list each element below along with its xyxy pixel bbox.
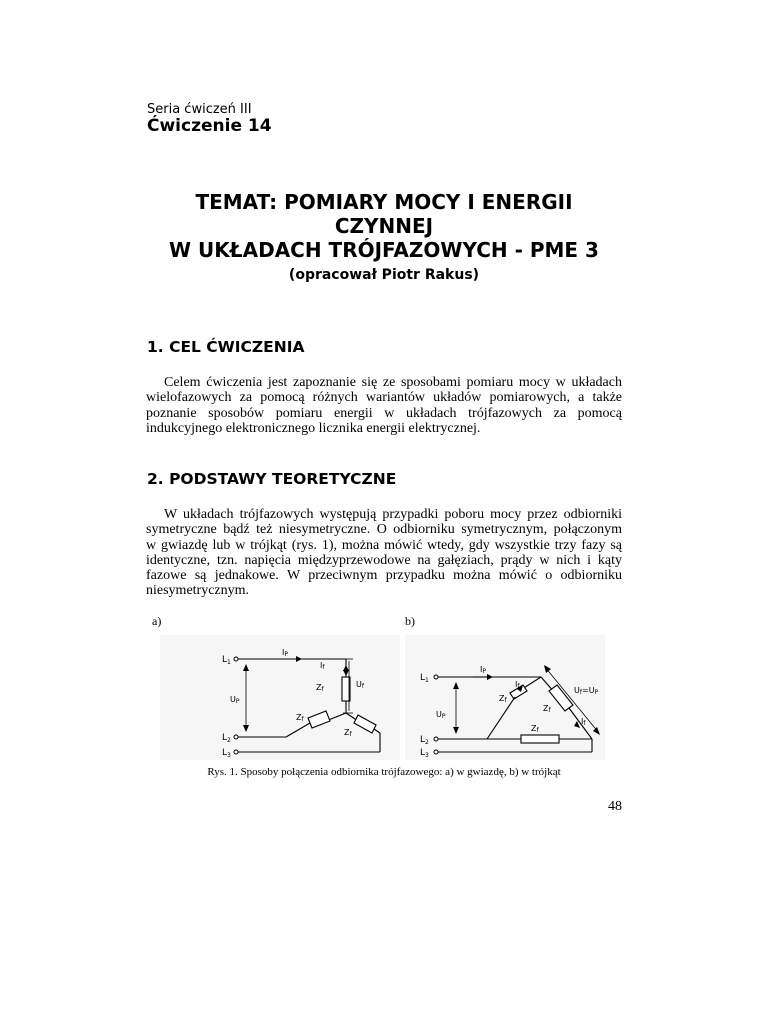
delta-l2-label: $L_2$ <box>420 735 429 746</box>
section-2-paragraph <box>146 507 622 599</box>
paragraph-line: poznanie sposobów pomiaru energii w układach trójfazowych za pomocą <box>146 405 622 421</box>
star-connection-diagram <box>160 635 400 760</box>
delta-uf-up-label: Uf=UP <box>574 686 599 696</box>
paragraph-line: identyczne, tzn. napięcia międzyprzewodowe na gałęziach, prądy w nich i kąty <box>146 552 622 568</box>
paragraph-line: symetryczne bądź też niesymetryczne. O odbiorniku symetrycznym, połączonym <box>146 522 622 538</box>
document-title <box>147 190 621 262</box>
figure-caption: Rys. 1. Sposoby połączenia odbiornika trójfazowego: a) w gwiazdę, b) w trójkąt <box>207 766 561 778</box>
title-line-3: W UKŁADACH TRÓJFAZOWYCH - PME 3 <box>169 238 599 262</box>
delta-l1-label: $L_1$ <box>420 673 429 684</box>
section-2-heading: 2. PODSTAWY TEORETYCZNE <box>147 470 397 488</box>
delta-up-label: UP <box>436 710 446 720</box>
star-l2-label: $L_2$ <box>222 733 231 744</box>
delta-z3-label: Zf <box>531 724 539 734</box>
delta-z2-label: Zf <box>543 704 551 714</box>
paragraph-line: indukcyjnego elektronicznego licznika energii elektrycznej. <box>146 420 481 436</box>
series-label: Seria ćwiczeń III <box>147 102 252 117</box>
star-z3-label: Zf <box>344 728 352 738</box>
paragraph-line: w gwiazdę lub w trójkąt (rys. 1), można mówić wtedy, gdy wszystkie trzy fazy są <box>146 537 622 553</box>
delta-l3-label: $L_3$ <box>420 748 429 759</box>
star-l3-label: $L_3$ <box>222 748 231 759</box>
section-1-paragraph <box>146 375 622 436</box>
star-z1-label: Zf <box>316 683 324 693</box>
delta-z1-label: Zf <box>499 694 507 704</box>
figure-label-b: b) <box>405 614 415 628</box>
paragraph-line: wielofazowych za pomocą różnych wariantów układów pomiarowych, a także <box>146 390 622 406</box>
star-up-label: UP <box>230 695 240 705</box>
section-1-heading: 1. CEL ĆWICZENIA <box>147 338 305 356</box>
paragraph-line: fazowe są jednakowe. W przeciwnym przypadku można mówić o odbiorniku <box>146 568 622 584</box>
delta-if2-label: If <box>581 717 586 727</box>
paragraph-line: niesymetrycznym. <box>146 583 250 599</box>
star-l1-label: $L_1$ <box>222 655 231 666</box>
delta-if1-label: If <box>515 680 520 690</box>
exercise-title: Ćwiczenie 14 <box>147 116 272 136</box>
title-line-2: CZYNNEJ <box>334 214 434 238</box>
delta-ip-label: IP <box>480 665 486 675</box>
star-z2-label: Zf <box>296 713 304 723</box>
title-line-1: TEMAT: POMIARY MOCY I ENERGII <box>195 190 573 214</box>
delta-connection-diagram <box>405 635 605 760</box>
star-if-label: If <box>320 661 325 671</box>
paragraph-line: Celem ćwiczenia jest zapoznanie się ze sposobami pomiaru mocy w układach <box>164 375 622 390</box>
star-uf-label: Uf <box>356 680 364 690</box>
page-number: 48 <box>608 799 622 814</box>
figure-label-a: a) <box>152 614 162 628</box>
star-ip-label: IP <box>282 648 288 658</box>
author-note: (opracował Piotr Rakus) <box>288 267 480 283</box>
paragraph-line: W układach trójfazowych występują przypadki poboru mocy przez odbiorniki <box>164 507 622 522</box>
